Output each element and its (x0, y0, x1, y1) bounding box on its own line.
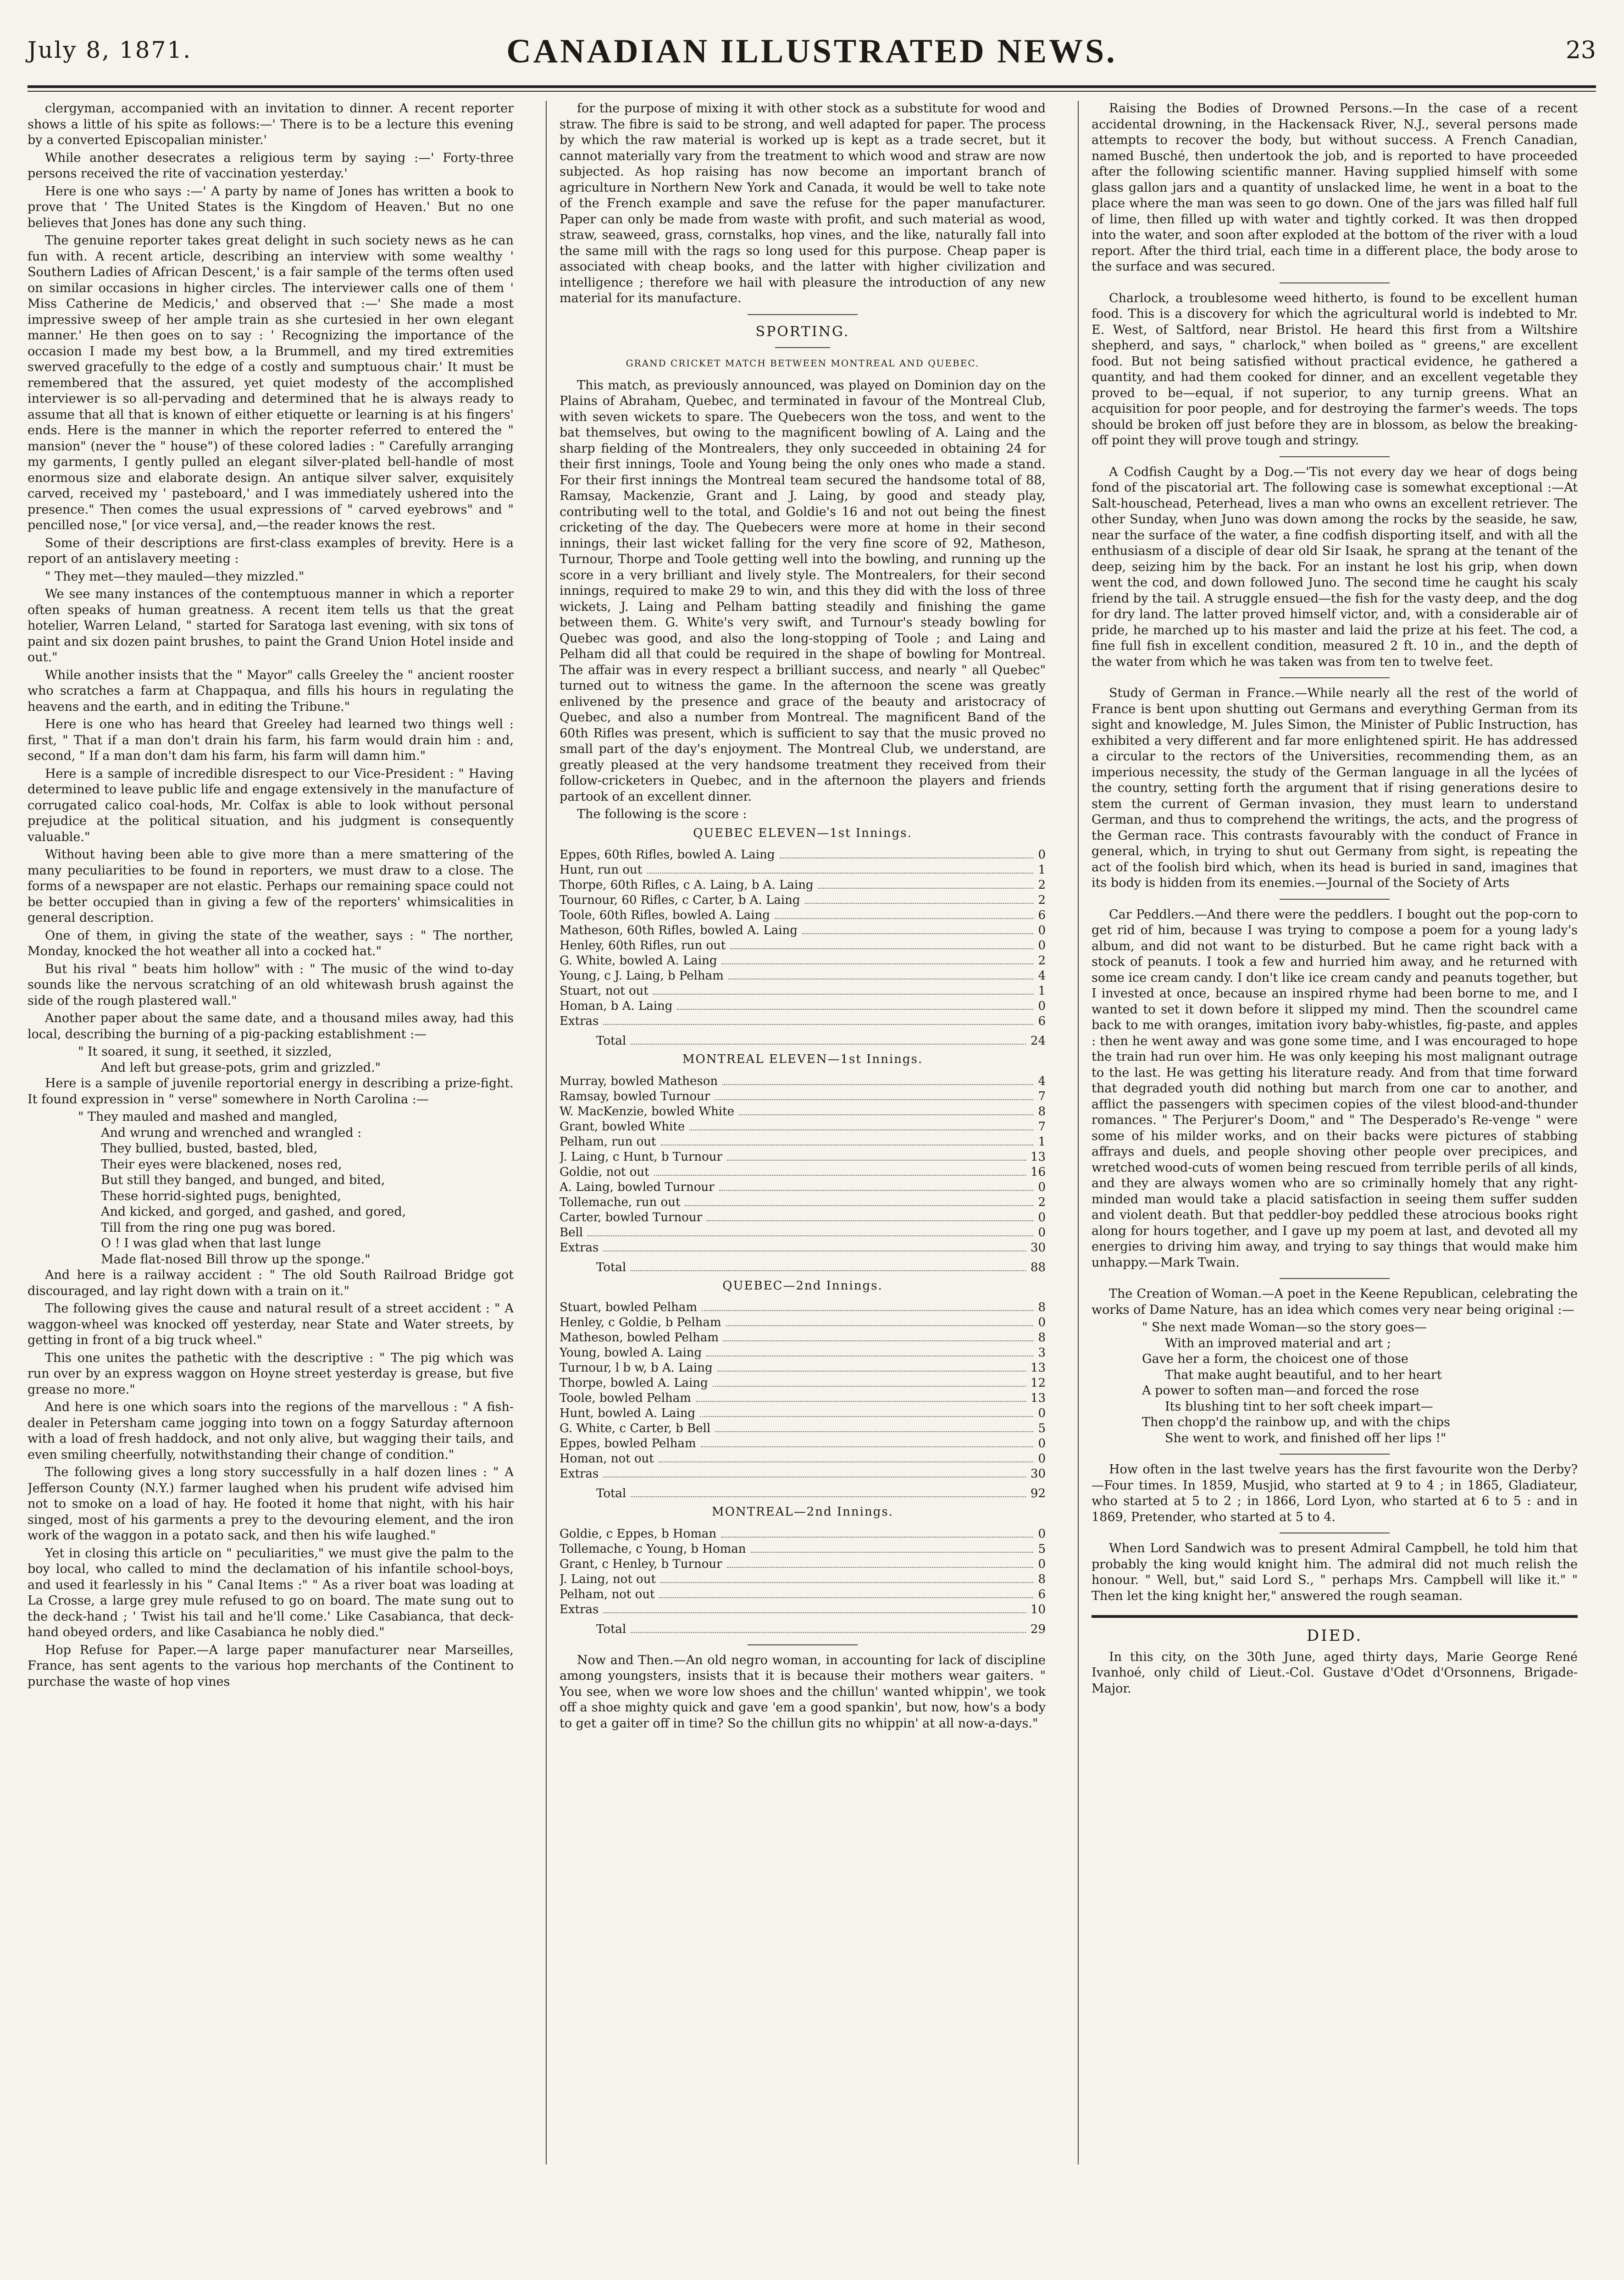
verse-line: With an improved material and art ; (1165, 1336, 1391, 1350)
batsman-entry: Ramsay, bowled Turnour (560, 1089, 710, 1103)
section-rule (1280, 456, 1390, 457)
batsman-entry: J. Laing, c Hunt, b Turnour (560, 1150, 722, 1164)
runs-value: 6 (1038, 1014, 1046, 1028)
paragraph: A Codfish Caught by a Dog.—'Tis not every day we hear of dogs being fond of the piscatorial art. The following case is somewhat exceptional :—At Salt-houschead, Peterhead, lives a man who owns an excellent retriever. The other Sunday, when Juno was down among the rocks by the seaside, he saw, near the surface of the water, a fine codfish disporting itself, and with all the enthusiasm of a disciple of dear old Sir Isaak, he sprang at the tenant of the deep, seizing him by the back. For an instant he lost his grip, when down went the cod, and down followed Juno. The second time he caught his scaly friend by the tail. A struggle ensued—the fish for the vasty deep, and the dog for dry land. The latter proved himself victor, and, with a considerable air of pride, he marched up to his master and laid the prize at his feet. The cod, a fine full fish in excellent condition, measured 2 ft. 10 in., and the depth of the water from which he was taken was from ten to twelve feet. (1092, 465, 1578, 669)
leader-dots (706, 1345, 1033, 1356)
paragraph: While another insists that the " Mayor" calls Greeley the " ancient rooster who scratches a farm at Chappaqua, and fills his hours in regulating the heavens and the earth, and in editing the Tribune." (28, 668, 514, 714)
leader-dots (685, 1195, 1033, 1206)
score-row (560, 878, 1046, 893)
runs-value: 0 (1038, 999, 1046, 1013)
runs-value: 13 (1030, 1391, 1046, 1405)
batsman-entry: Thorpe, 60th Rifles, c A. Laing, b A. Laing (560, 878, 814, 892)
verse-line: That make aught beautiful, and to her heart (1165, 1367, 1442, 1382)
article-subheading: GRAND CRICKET MATCH BETWEEN MONTREAL AND QUEBEC. (626, 358, 980, 369)
runs-value: 0 (1038, 1180, 1046, 1194)
paragraph: The genuine reporter takes great delight in such society news as he can fun with. A recent article, describing an interview with some wealthy ' Southern Ladies of African Descent,' is a fair sample of the terms often used on similar occasions in higher circles. The interviewer calls one of them ' Miss Catherine de Medicis,' and observed that :—' She made a most impressive sweep of her ample train as she curtesied in her own elegant manner.' He then goes on to say : ' Recognizing the importance of the occasion I made my best bow, a la Brummell, and my tired extremities swerved gracefully to the edge of a costly and sumptuous chair.' It must be remembered that the assured, yet quiet modesty of the accomplished interviewer is so all-pervading and determined that he is always ready to assume that all that is known of either etiquette or learning is at his fingers' ends. Here is the manner in which the reporter referred to entered the " mansion" (never the " house") of these colored ladies : " Carefully arranging my garments, I gently pulled an elegant silver-plated bell-handle of most enormous size and elaborate design. An antique silver salver, exquisitely carved, received my ' pasteboard,' and I was immediately ushered into the presence." Then comes the usual expressions of " carved eyebrows" and " pencilled nose," [or vice versa], and,—the reader knows the rest. (28, 233, 514, 532)
total-value: 88 (1030, 1260, 1046, 1274)
paragraph: clergyman, accompanied with an invitation to dinner. A recent reporter shows a little of his spite as follows:—' There is to be a lecture this evening by a converted Episcopalian minister.' (28, 101, 514, 147)
batsman-entry: Extras (560, 1014, 599, 1028)
batsman-entry: Henley, c Goldie, b Pelham (560, 1316, 721, 1329)
innings-total-row (560, 1260, 1046, 1275)
leader-dots (715, 1421, 1033, 1432)
score-row (560, 1240, 1046, 1256)
score-row (560, 1542, 1046, 1557)
leader-dots (631, 1486, 1026, 1497)
score-row (560, 1225, 1046, 1240)
batsman-entry: Hunt, run out (560, 863, 643, 877)
batsman-entry: Stuart, bowled Pelham (560, 1300, 698, 1314)
verse-line: O ! I was glad when that last lunge (101, 1236, 321, 1251)
total-label: Total (596, 1260, 626, 1274)
score-row (560, 1180, 1046, 1195)
total-label: Total (596, 1487, 626, 1500)
score-row (560, 1089, 1046, 1104)
column-divider (546, 101, 547, 2164)
batsman-entry: Tollemache, c Young, b Homan (560, 1542, 746, 1556)
score-row (560, 968, 1046, 984)
leader-dots (719, 1180, 1034, 1191)
batsman-entry: Grant, c Henley, b Turnour (560, 1557, 722, 1571)
leader-dots (631, 1622, 1026, 1633)
verse-line: Gave her a form, the choicest one of those (1142, 1352, 1408, 1366)
batsman-entry: Henley, 60th Rifles, run out (560, 939, 726, 952)
batsman-entry: Extras (560, 1240, 599, 1255)
leader-dots (713, 1376, 1026, 1387)
runs-value: 4 (1038, 969, 1046, 983)
runs-value: 6 (1038, 908, 1046, 922)
leader-dots (805, 893, 1034, 904)
verse-line: Then chopp'd the rainbow up, and with the chips (1142, 1415, 1450, 1429)
verse-line: Made flat-nosed Bill throw up the sponge." (101, 1252, 371, 1267)
score-row (560, 1527, 1046, 1542)
paragraph: Raising the Bodies of Drowned Persons.—In the case of a recent accidental drowning, in the Hackensack River, N.J., several persons made attempts to recover the body, but without success. A French Canadian, named Busché, then undertook the job, and is reported to have proceeded after the following scientific manner. Having supplied himself with some glass gallon jars and a quantity of unslacked lime, he went in a boat to the place where the man was seen to go down. One of the jars was filled half full of lime, then filled up with water and tightly corked. It was then dropped into the water, and soon after exploded at the bottom of the river with a loud report. After the third trial, each time in a different place, the body arose to the surface and was secured. (1092, 101, 1578, 274)
innings-total-row (560, 1622, 1046, 1637)
runs-value: 0 (1038, 1210, 1046, 1224)
leader-dots (701, 1436, 1034, 1447)
score-row (560, 893, 1046, 908)
section-rule (748, 1644, 858, 1645)
scorecard (560, 825, 1046, 1637)
page-number: 23 (1565, 37, 1596, 64)
leader-dots (802, 923, 1034, 934)
paragraph: The Creation of Woman.—A poet in the Keene Republican, celebrating the works of Dame Nature, has an idea which comes very near being original :— (1092, 1287, 1578, 1317)
leader-dots (721, 953, 1033, 964)
batsman-entry: Carter, bowled Turnour (560, 1210, 703, 1224)
verse-line: And wrung and wrenched and wrangled : (101, 1125, 362, 1140)
leader-dots (588, 1225, 1033, 1236)
batsman-entry: Toole, bowled Pelham (560, 1391, 691, 1405)
leader-dots (653, 984, 1034, 995)
verse-line: And left but grease-pots, grim and grizzled." (101, 1060, 381, 1075)
batsman-entry: Young, c J. Laing, b Pelham (560, 969, 724, 983)
innings-heading: QUEBEC—2nd Innings. (722, 1278, 883, 1293)
leader-dots (726, 1315, 1034, 1326)
score-row (560, 1300, 1046, 1315)
score-row (560, 953, 1046, 968)
runs-value: 8 (1038, 1331, 1046, 1345)
score-row (560, 1557, 1046, 1572)
batsman-entry: Toole, 60th Rifles, bowled A. Laing (560, 908, 770, 922)
runs-value: 0 (1038, 1225, 1046, 1240)
batsman-entry: Stuart, not out (560, 984, 648, 998)
innings-heading: QUEBEC ELEVEN—1st Innings. (693, 826, 912, 840)
leader-dots (603, 1014, 1033, 1025)
leader-dots (727, 1150, 1026, 1161)
runs-value: 1 (1038, 1134, 1046, 1149)
leader-dots (728, 968, 1034, 980)
total-label: Total (596, 1034, 626, 1048)
paragraph: Yet in closing this article on " peculiarities," we must give the palm to the boy local, who called to mind the declamation of his infantile school-boys, and used it fearlessly in his " Canal Items :" " As a river boat was loading at La Crosse, a large grey mule refused to go on board. The mate sung out to the deck-hand ; ' Twist his tail and he'll come.' Like Casabianca, that deck-hand obeyed orders, and like Casabianca he nobly died." (28, 1546, 514, 1639)
runs-value: 0 (1038, 1452, 1046, 1466)
paragraph: While another desecrates a religious term by saying :—' Forty-three persons received the rite of vaccination yesterday.' (28, 150, 514, 181)
score-row (560, 1406, 1046, 1421)
batsman-entry: Matheson, bowled Pelham (560, 1331, 719, 1345)
runs-value: 7 (1038, 1089, 1046, 1103)
leader-dots (751, 1542, 1034, 1553)
paragraph: Charlock, a troublesome weed hitherto, is found to be excellent human food. This is a discovery for which the agricultural world is indebted to Mr. E. West, of Saltford, near Bristol. He heard this first from a Wiltshire shepherd, and says, " charlock," when boiled as " greens," are excellent food. But not being satisfied without practical evidence, he gathered a quantity, and had them cooked for dinner, and an excellent vegetable they proved to be—equal, if not superior, to any turnip greens. What an acquisition for poor people, and for destroying the farmer's weeds. The tops should be broken off just before they are in blossom, as below the breaking-off point they will prove tough and stringy. (1092, 291, 1578, 448)
leader-dots (660, 1572, 1034, 1583)
verse-line: Their eyes were blackened, noses red, (101, 1157, 342, 1172)
score-row (560, 1165, 1046, 1180)
paragraph: How often in the last twelve years has the first favourite won the Derby?—Four times. In 1859, Musjid, who started at 9 to 4 ; in 1865, Gladiateur, who started at 5 to 2 ; in 1866, Lord Lyon, who started at 6 to 5 : and in 1869, Pretender, who started at 5 to 4. (1092, 1462, 1578, 1524)
score-row (560, 1467, 1046, 1482)
masthead-rule-thin (28, 91, 1596, 92)
batsman-entry: Thorpe, bowled A. Laing (560, 1376, 708, 1390)
batsman-entry: Tollemache, run out (560, 1195, 681, 1209)
paragraph: The following is the score : (577, 807, 747, 821)
leader-dots (723, 1330, 1033, 1341)
batsman-entry: Eppes, 60th Rifles, bowled A. Laing (560, 848, 775, 862)
score-row (560, 863, 1046, 878)
verse-line: A power to soften man—and forced the rose (1142, 1383, 1419, 1398)
column-1 (28, 101, 514, 2247)
section-rule (1280, 677, 1390, 678)
paragraph: But his rival " beats him hollow" with : " The music of the wind to-day sounds like the nervous scratching of an old whitewash brush against the side of the rough plastered wall." (28, 962, 514, 1008)
total-value: 24 (1030, 1034, 1046, 1048)
section-heading: SPORTING. (755, 323, 850, 340)
score-row (560, 1345, 1046, 1361)
batsman-entry: W. MacKenzie, bowled White (560, 1104, 734, 1118)
leader-dots (603, 1467, 1026, 1478)
batsman-entry: Tournour, 60 Rifles, c Carter, b A. Laing (560, 893, 800, 907)
score-row (560, 1195, 1046, 1210)
batsman-entry: Grant, bowled White (560, 1119, 685, 1134)
leader-dots (677, 999, 1033, 1010)
batsman-entry: Homan, b A. Laing (560, 999, 673, 1013)
paragraph: Here is one who says :—' A party by name of Jones has written a book to prove that ' The United States is the Kingdom of Heaven.' But no one believes that Jones has done any such thing. (28, 184, 514, 230)
score-row (560, 1074, 1046, 1089)
batsman-entry: Goldie, not out (560, 1165, 649, 1179)
score-row (560, 984, 1046, 999)
runs-value: 2 (1038, 878, 1046, 892)
verse-line: Till from the ring one pug was bored. (101, 1220, 336, 1235)
runs-value: 8 (1038, 1300, 1046, 1314)
total-label: Total (596, 1622, 626, 1636)
leader-dots (727, 1557, 1034, 1568)
leader-dots (730, 938, 1033, 949)
runs-value: 0 (1038, 1437, 1046, 1450)
paragraph: One of them, in giving the state of the weather, says : " The norther, Monday, knocked the hot weather all into a cocked hat." (28, 928, 514, 958)
newspaper-title: CANADIAN ILLUSTRATED NEWS. (506, 33, 1117, 70)
leader-dots (721, 1527, 1033, 1538)
section-rule (1280, 1278, 1390, 1279)
paragraph: The following gives the cause and natural result of a street accident : " A waggon-wheel was knocked off yesterday, near State and Water streets, by getting in front of a big truck wheel." (28, 1301, 514, 1347)
runs-value: 6 (1038, 1587, 1046, 1601)
paragraph: Here is one who has heard that Greeley had learned two things well : first, " That if a man don't drain his farm, his farm would drain him : and, second, " If a man don't dam his farm, his farm will damn him." (28, 717, 514, 763)
total-value: 92 (1030, 1487, 1046, 1500)
runs-value: 10 (1030, 1602, 1046, 1616)
runs-value: 7 (1038, 1119, 1046, 1134)
runs-value: 0 (1038, 1316, 1046, 1329)
paragraph: This one unites the pathetic with the descriptive : " The pig which was run over by an express waggon on Hoyne street yesterday is grease, but five grease no more." (28, 1350, 514, 1397)
leader-dots (647, 863, 1033, 874)
leader-dots (603, 1240, 1026, 1251)
batsman-entry: Homan, not out (560, 1452, 654, 1466)
innings-heading: MONTREAL ELEVEN—1st Innings. (682, 1052, 923, 1066)
runs-value: 3 (1038, 1346, 1046, 1360)
paragraph: Without having been able to give more than a mere smattering of the many peculiarities to be found in reporters, we must draw to a close. The forms of a newspaper are not elastic. Perhaps our remaining space could not be better occupied than in giving a few of the reporters' whimsicalities in general description. (28, 847, 514, 925)
leader-dots (654, 1165, 1026, 1176)
runs-value: 13 (1030, 1150, 1046, 1164)
verse-line: " She next made Woman—so the story goes— (1142, 1320, 1427, 1334)
score-row (560, 1210, 1046, 1225)
column-2 (560, 101, 1046, 2247)
score-row (560, 1134, 1046, 1150)
leader-dots (715, 1089, 1033, 1100)
verse-line: Its blushing tint to her soft cheek impart— (1165, 1399, 1433, 1414)
score-row (560, 847, 1046, 863)
score-row (560, 923, 1046, 938)
runs-value: 30 (1030, 1240, 1046, 1255)
batsman-entry: Young, bowled A. Laing (560, 1346, 702, 1360)
runs-value: 0 (1038, 1557, 1046, 1571)
section-rule (1280, 1454, 1390, 1455)
score-row (560, 1014, 1046, 1029)
score-row (560, 1436, 1046, 1451)
batsman-entry: Pelham, run out (560, 1134, 656, 1149)
paragraph: When Lord Sandwich was to present Admiral Campbell, he told him that probably the king would knight him. The admiral did not much relish the honour. " Well, but," said Lord S., " perhaps Mrs. Campbell will like it." " Then let the king knight her," answered the rough seaman. (1092, 1541, 1578, 1603)
paragraph: Here is a sample of juvenile reportorial energy in describing a prize-fight. It found expression in " verse" somewhere in North Carolina :— (28, 1076, 514, 1107)
runs-value: 0 (1038, 848, 1046, 862)
masthead-rule (28, 85, 1596, 88)
batsman-entry: Pelham, not out (560, 1587, 655, 1601)
runs-value: 2 (1038, 954, 1046, 968)
paragraph: And here is one which soars into the regions of the marvellous : " A fish-dealer in Petersham came jogging into town on a foggy Saturday afternoon with a load of fresh haddock, and not only alive, but wagging their tails, and even smiling cheerfully, notwithstanding their change of condition." (28, 1400, 514, 1462)
leader-dots (702, 1300, 1033, 1311)
score-row (560, 1150, 1046, 1165)
leader-dots (775, 908, 1034, 919)
runs-value: 0 (1038, 1527, 1046, 1541)
paragraph: Some of their descriptions are first-class examples of brevity. Here is a report of an antislavery meeting : (28, 536, 514, 566)
score-row (560, 1391, 1046, 1406)
batsman-entry: Turnour, l b w, b A. Laing (560, 1361, 713, 1375)
runs-value: 0 (1038, 939, 1046, 952)
leader-dots (707, 1210, 1033, 1221)
batsman-entry: Matheson, 60th Rifles, bowled A. Laing (560, 924, 798, 937)
runs-value: 5 (1038, 1422, 1046, 1435)
batsman-entry: G. White, bowled A. Laing (560, 954, 717, 968)
score-row (560, 908, 1046, 923)
paragraph: Here is a sample of incredible disrespect to our Vice-President : " Having determined to leave public life and engage extensively in the manufacture of corrugated calico coal-hods, Mr. Colfax is able to look without personal prejudice at the political situation, and his judgment is consequently valuable." (28, 766, 514, 844)
runs-value: 2 (1038, 1195, 1046, 1209)
paragraph: Car Peddlers.—And there were the peddlers. I bought out the pop-corn to get rid of him, because I was trying to compose a poem for a young lady's album, and did not want to be disturbed. But he came right back with a stock of peanuts. I took a few and hurried him away, and he returned with some ice cream candy. I don't like ice cream candy and peanuts together, but I invested at once, because an inspired rhyme had been borne to me, and I wanted to set it down before it slipped my mind. Then the scoundrel came back to me with oranges, imitation ivory baby-whistles, fig-paste, and apples : then he went away and was gone some time, and I was encouraged to hope the train had run over him. He was only keeping his most malignant outrage to the last. He was getting his literature ready. And from that time forward that degraded youth did nothing but march from one car to another, and afflict the passengers with specimen copies of the vilest blood-and-thunder romances. " The Perjurer's Doom," and " The Desperado's Re-venge " were some of his milder works, and on their backs were pictures of stabbing affrays and duels, and people shoving other people over precipices, and wretched wood-cuts of women being rescued from terrible perils of all kinds, and they are always women who are so criminally homely that any right-minded man would take a placid satisfaction in seeing them suffer sudden and violent death. But that peddler-boy peddled these atrocious books right along for hours together, and I gave up my poem at last, and devoted all my energies to driving him away, and trying to say things that would make him unhappy.—Mark Twain. (1092, 907, 1578, 1270)
quote: " They met—they mauled—they mizzled." (45, 569, 305, 584)
paragraph: for the purpose of mixing it with other stock as a substitute for wood and straw. The fibre is said to be strong, and well adapted for paper. The process by which the raw material is worked up is kept as a trade secret, but it cannot materially vary from the treatment to which wood and straw are now subjected. As hop raising has now become an important branch of agriculture in Northern New York and Canada, it would be well to take note of the French example and save the refuse for the paper manufacturer. Paper can only be made from waste with profit, and such material as wood, straw, seaweed, grass, cornstalks, hop vines, and the like, naturally fall into the same mill with the rags so long used for this purpose. Cheap paper is associated with cheap books, and the latter with higher civilization and intelligence ; therefore we hail with pleasure the introduction of any new material for its manufacture. (560, 101, 1046, 305)
batsman-entry: Murray, bowled Matheson (560, 1074, 718, 1088)
verse-line: These horrid-sighted pugs, benighted, (101, 1189, 341, 1203)
batsman-entry: Eppes, bowled Pelham (560, 1437, 696, 1450)
paragraph: In this city, on the 30th June, aged thirty days, Marie George René Ivanhoé, only child of Lieut.-Col. Gustave d'Odet d'Orsonnens, Brigade-Major. (1092, 1649, 1578, 1696)
paragraph: The following gives a long story successfully in a half dozen lines : " A Jefferson County (N.Y.) farmer laughed when his prudent wife advised him not to smoke on a load of hay. He footed it home that night, with his hair singed, most of his garments a prey to the devouring element, and the iron work of the waggon in a potato sack, and then his wife laughed." (28, 1465, 514, 1543)
column-divider (1078, 101, 1079, 2164)
died-heading: DIED. (1306, 1627, 1363, 1645)
runs-value: 30 (1030, 1467, 1046, 1481)
verse-line: And kicked, and gorged, and gashed, and gored, (101, 1205, 406, 1219)
paragraph: And here is a railway accident : " The old South Railroad Bridge got discouraged, and lay right down with a train on it." (28, 1268, 514, 1298)
score-row (560, 1361, 1046, 1376)
leader-dots (780, 847, 1034, 858)
leader-dots (631, 1034, 1026, 1045)
leader-dots (659, 1587, 1033, 1598)
paragraph: This match, as previously announced, was played on Dominion day on the Plains of Abraham, Quebec, and terminated in favour of the Montreal Club, with seven wickets to spare. The Quebecers won the toss, and went to the bat themselves, but owing to the magnificent bowling of A. Laing and the sharp fielding of the Montrealers, they only succeeded in obtaining 24 for their first innings, Toole and Young being the only ones who made a stand. For their first innings the Montreal team secured the handsome total of 88, Ramsay, Mackenzie, Grant and J. Laing, by good and steady play, contributing well to the total, and Goldie's 16 and not out being the finest cricketing of the day. The Quebecers were more at home in their second innings, their last wicket falling for the very fine score of 92, Matheson, Turnour, Thorpe and Toole getting well into the bowling, and running up the score in a very brilliant and lively style. The Montrealers, for their second innings, required to make 29 to win, and this they did with the loss of three wickets, J. Laing and Pelham batting steadily and finishing the game between them. G. White's very swift, and Turnour's steady bowling for Quebec was good, and also the long-stopping of Toole ; and Laing and Pelham did all that could be required in the shape of bowling for Montreal. The affair was in every respect a brilliant success, and nearly " all Quebec" turned out to witness the game. In the afternoon the scene was greatly enlivened by the presence and grace of the beauty and aristocracy of Quebec, and also a number from Montreal. The magnificent Band of the 60th Rifles was present, which is sufficient to say that the music proved no small part of the day's enjoyment. The Montreal Club, we understand, are greatly pleased at the very handsome treatment they received from their follow-cricketers in Quebec, and in the afternoon the players and friends partook of an excellent dinner. (560, 378, 1046, 804)
runs-value: 0 (1038, 924, 1046, 937)
innings-heading: MONTREAL—2nd Innings. (712, 1505, 893, 1519)
paragraph: Now and Then.—An old negro woman, in accounting for lack of discipline among youngsters, insists that it is because their mothers wear gaiters. " You see, when we wore low shoes and the chillun' wanted whippin', we took off a shoe mighty quick and gave 'em a good spankin', but now, how's a body to get a gaiter off in time? So the chillun gits no whippin' at all now-a-days." (560, 1653, 1046, 1731)
verse-line: " They mauled and mashed and mangled, (78, 1110, 338, 1124)
runs-value: 16 (1030, 1165, 1046, 1179)
leader-dots (659, 1451, 1034, 1462)
score-row (560, 1451, 1046, 1467)
batsman-entry: Hunt, bowled A. Laing (560, 1406, 696, 1420)
leader-dots (739, 1104, 1033, 1115)
section-rule (748, 314, 858, 315)
total-value: 29 (1030, 1622, 1046, 1636)
runs-value: 0 (1038, 1406, 1046, 1420)
batsman-entry: Extras (560, 1467, 599, 1481)
masthead (28, 32, 1596, 83)
score-row (560, 1119, 1046, 1134)
leader-dots (631, 1260, 1026, 1271)
runs-value: 1 (1038, 984, 1046, 998)
section-rule (1280, 282, 1390, 283)
runs-value: 4 (1038, 1074, 1046, 1088)
score-row (560, 1376, 1046, 1391)
score-row (560, 1315, 1046, 1330)
heavy-rule (1092, 1615, 1578, 1618)
score-row (560, 999, 1046, 1014)
runs-value: 13 (1030, 1361, 1046, 1375)
leader-dots (696, 1391, 1026, 1402)
paragraph: Hop Refuse for Paper.—A large paper manufacturer near Marseilles, France, has sent agents to the various hop merchants of the Continent to purchase the waste of hop vines (28, 1643, 514, 1689)
runs-value: 2 (1038, 893, 1046, 907)
issue-date: July 8, 1871. (28, 37, 192, 63)
leader-dots (603, 1602, 1026, 1613)
leader-dots (689, 1119, 1033, 1130)
leader-dots (717, 1361, 1026, 1372)
runs-value: 8 (1038, 1572, 1046, 1586)
innings-total-row (560, 1486, 1046, 1501)
leader-dots (818, 878, 1034, 889)
innings-total-row (560, 1034, 1046, 1049)
batsman-entry: Goldie, c Eppes, b Homan (560, 1527, 717, 1541)
batsman-entry: Bell (560, 1225, 583, 1240)
verse-line: They bullied, busted, basted, bled, (101, 1141, 318, 1156)
runs-value: 8 (1038, 1104, 1046, 1118)
paragraph: We see many instances of the contemptuous manner in which a reporter often speaks of human greatness. A recent item tells us that the great hotelier, Warren Leland, " started for Saratoga last evening, with six tons of paint and six dozen paint brushes, to paint the Grand Union Hotel inside and out." (28, 587, 514, 664)
batsman-entry: J. Laing, not out (560, 1572, 656, 1586)
leader-dots (700, 1406, 1033, 1417)
leader-dots (661, 1134, 1034, 1146)
section-rule (1280, 899, 1390, 900)
batsman-entry: Extras (560, 1602, 599, 1616)
batsman-entry: A. Laing, bowled Turnour (560, 1180, 715, 1194)
score-row (560, 938, 1046, 953)
section-rule (775, 347, 830, 348)
score-row (560, 1330, 1046, 1345)
verse-line: She went to work, and finished off her lips !" (1165, 1431, 1447, 1445)
paragraph: Study of German in France.—While nearly all the rest of the world of France is bent upon shutting out Germans and everything German from its sight and knowledge, M. Jules Simon, the Minister of Public Instruction, has exhibited a very different and far more enlightened spirit. He has addressed a circular to the rectors of the Universities, recommending them, as an imperious necessity, the study of the German language in all the lycées of the country, setting forth the argument that if rising generations desire to stem the current of German invasion, they must learn to understand German, and thus to comprehend the writings, the acts, and the progress of the German race. This contrasts favourably with the conduct of France in general, which, in trying to shut out Germany from sight, is repeating the act of the foolish bird which, when its head is buried in sand, imagines that its body is hidden from its enemies.—Journal of the Society of Arts (1092, 686, 1578, 890)
runs-value: 12 (1030, 1376, 1046, 1390)
score-row (560, 1587, 1046, 1602)
batsman-entry: G. White, c Carter, b Bell (560, 1422, 711, 1435)
score-row (560, 1421, 1046, 1436)
column-3 (1092, 101, 1578, 2247)
runs-value: 5 (1038, 1542, 1046, 1556)
score-row (560, 1572, 1046, 1587)
score-row (560, 1602, 1046, 1617)
paragraph: Another paper about the same date, and a thousand miles away, had this local, describing the burning of a pig-packing establishment :— (28, 1011, 514, 1041)
runs-value: 1 (1038, 863, 1046, 877)
verse-line: But still they banged, and bunged, and bited, (101, 1173, 385, 1187)
verse-line: " It soared, it sung, it seethed, it sizzled, (78, 1045, 332, 1059)
score-row (560, 1104, 1046, 1119)
leader-dots (722, 1074, 1033, 1085)
